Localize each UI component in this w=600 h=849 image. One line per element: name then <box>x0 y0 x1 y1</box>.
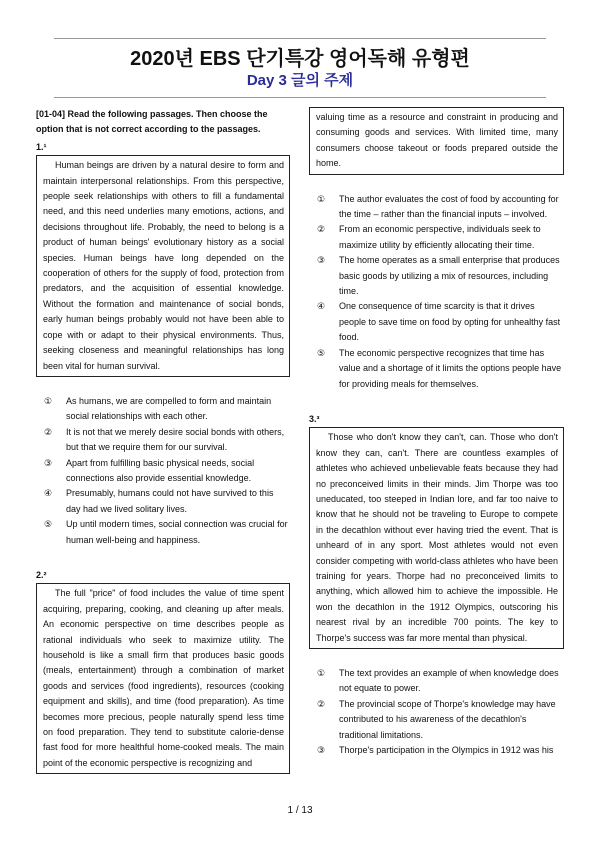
header-rule <box>54 97 546 98</box>
question-2-passage-part-1: The full "price" of food includes the value of time spent acquiring, preparing, cooking, and cleaning up after meals. An economic perspective on time describes people as rational individuals who seek to maximize utility. The household is like a small firm that produces basic goods (meals, entertainment) through a combination of market goods and services (food ingredients), resources (cooking equipment and skills), and time (food preparation). As time becomes more precious, people naturally spend less time on food preparation. They tend to substitute calorie-dense fast food for more healthful home-cooked meals. The main point of the economic perspective is recognizing and <box>36 583 290 774</box>
option-text: Apart from fulfilling basic physical needs, social connections also provide essential knowledge. <box>66 457 255 483</box>
q1-option-2[interactable] <box>44 425 290 456</box>
option-text: It is not that we merely desire social bonds with others, but that we require them for our survival. <box>66 426 285 453</box>
q3-option-2[interactable] <box>317 697 564 743</box>
option-marker: ① <box>317 193 326 204</box>
option-marker: ③ <box>44 457 53 468</box>
question-2-number: 2.² <box>36 569 47 580</box>
question-1-passage: Human beings are driven by a natural desire to form and maintain interpersonal relationships. From this perspective, people seek relationships with others to fill a fundamental need, and this need underlies many emotions, actions, and decisions throughout life. Probably, the need to belong is a product of human beings' evolutionary history as a social species. Human beings have long depended on the cooperation of others for the supply of food, protection from predators, and the acquisition of essential knowledge. Without the formation and maintenance of social bonds, early human beings probably would not have been able to cope with or adapt to their physical environments. Thus, seeking closeness and meaningful relationships has long been vital for human survival. <box>36 155 290 377</box>
q2-option-5[interactable] <box>317 346 564 392</box>
option-marker: ④ <box>317 301 326 312</box>
option-text: As humans, we are compelled to form and maintain social relationships with each other. <box>66 395 272 422</box>
page-number: 1 / 13 <box>287 805 313 816</box>
q2-option-1[interactable] <box>317 192 564 223</box>
left-column <box>36 107 290 774</box>
q2-option-3[interactable] <box>317 253 564 299</box>
question-3-passage: Those who don't know they can't, can. Those who don't know they can, can't. There are countless examples of athletes who achieved unbelievable feats because they had no preconceived limits in their minds. Jim Thorpe was too uneducated, too steeped in Indian lore, and far too naive to know that he should not be traveling to Europe to compete in the decathlon without ever having tried the event. That is unheard of in any sport. Most athletes would not even consider competing with world-class athletes who have been training for years. Thorpe had no preconceived limits to anything, which allowed him to achieve the impossible. He won the decathlon in the 1912 Olympics, outscoring his nearest rival by an incredible 700 points. The key to Thorpe's success was far more mental than physical. <box>309 427 564 649</box>
option-text: The provincial scope of Thorpe's knowledge may have contributed to his awareness of the decathlon's traditional limitations. <box>339 698 556 740</box>
option-text: Up until modern times, social connection was crucial for human well-being and happiness. <box>66 519 288 545</box>
option-marker: ③ <box>317 745 326 756</box>
option-text: From an economic perspective, individuals seek to maximize utility by efficiently allocating their time. <box>339 224 541 250</box>
q1-option-1[interactable] <box>44 394 290 425</box>
option-text: The author evaluates the cost of food by accounting for the time – rather than the financial inputs – involved. <box>339 193 559 220</box>
question-3-options <box>309 666 564 758</box>
option-marker: ⑤ <box>317 347 326 358</box>
option-marker: ④ <box>44 488 53 499</box>
option-text: Thorpe's participation in the Olympics in 1912 was his <box>339 745 554 756</box>
option-marker: ① <box>317 668 326 678</box>
option-marker: ③ <box>317 255 326 266</box>
question-2-passage-part-2: valuing time as a resource and constraint in producing and consuming goods and services. With limited time, many consumers choose takeout or foods prepared outside the home. <box>309 107 564 175</box>
option-text: The economic perspective recognizes that time has value and a shortage of it limits the options people have for providing meals for themselves. <box>339 347 562 389</box>
option-text: One consequence of time scarcity is that it drives people to save time on food by opting for unhealthy fast food. <box>339 301 561 343</box>
q2-option-2[interactable] <box>317 222 564 253</box>
q3-option-3[interactable] <box>317 743 564 758</box>
q1-option-3[interactable] <box>44 456 290 487</box>
page-subtitle: Day 3 글의 주제 <box>246 72 354 89</box>
page-title: 2020년 EBS 단기특강 영어독해 유형편 <box>130 48 470 70</box>
option-text: The text provides an example of when knowledge does not equate to power. <box>339 668 559 694</box>
q1-option-5[interactable] <box>44 517 290 548</box>
question-2-options <box>309 192 564 392</box>
right-column <box>309 107 564 758</box>
q1-option-4[interactable] <box>44 486 290 517</box>
question-3-number: 3.³ <box>309 413 320 424</box>
option-marker: ① <box>44 395 53 406</box>
instructions: [01-04] Read the following passages. Then choose the option that is not correct according to the passages. <box>36 109 268 135</box>
option-marker: ② <box>44 426 53 437</box>
option-marker: ⑤ <box>44 519 53 530</box>
option-marker: ② <box>317 224 326 235</box>
option-text: The home operates as a small enterprise that produces basic goods by utilizing a mix of resources, including time. <box>339 255 560 297</box>
question-1-number: 1.¹ <box>36 141 47 152</box>
question-1-options <box>36 394 290 548</box>
q2-option-4[interactable] <box>317 299 564 345</box>
q3-option-1[interactable] <box>317 666 564 697</box>
option-text: Presumably, humans could not have survived to this day had we lived solitary lives. <box>66 488 274 514</box>
option-marker: ② <box>317 698 326 709</box>
top-rule <box>54 38 546 39</box>
